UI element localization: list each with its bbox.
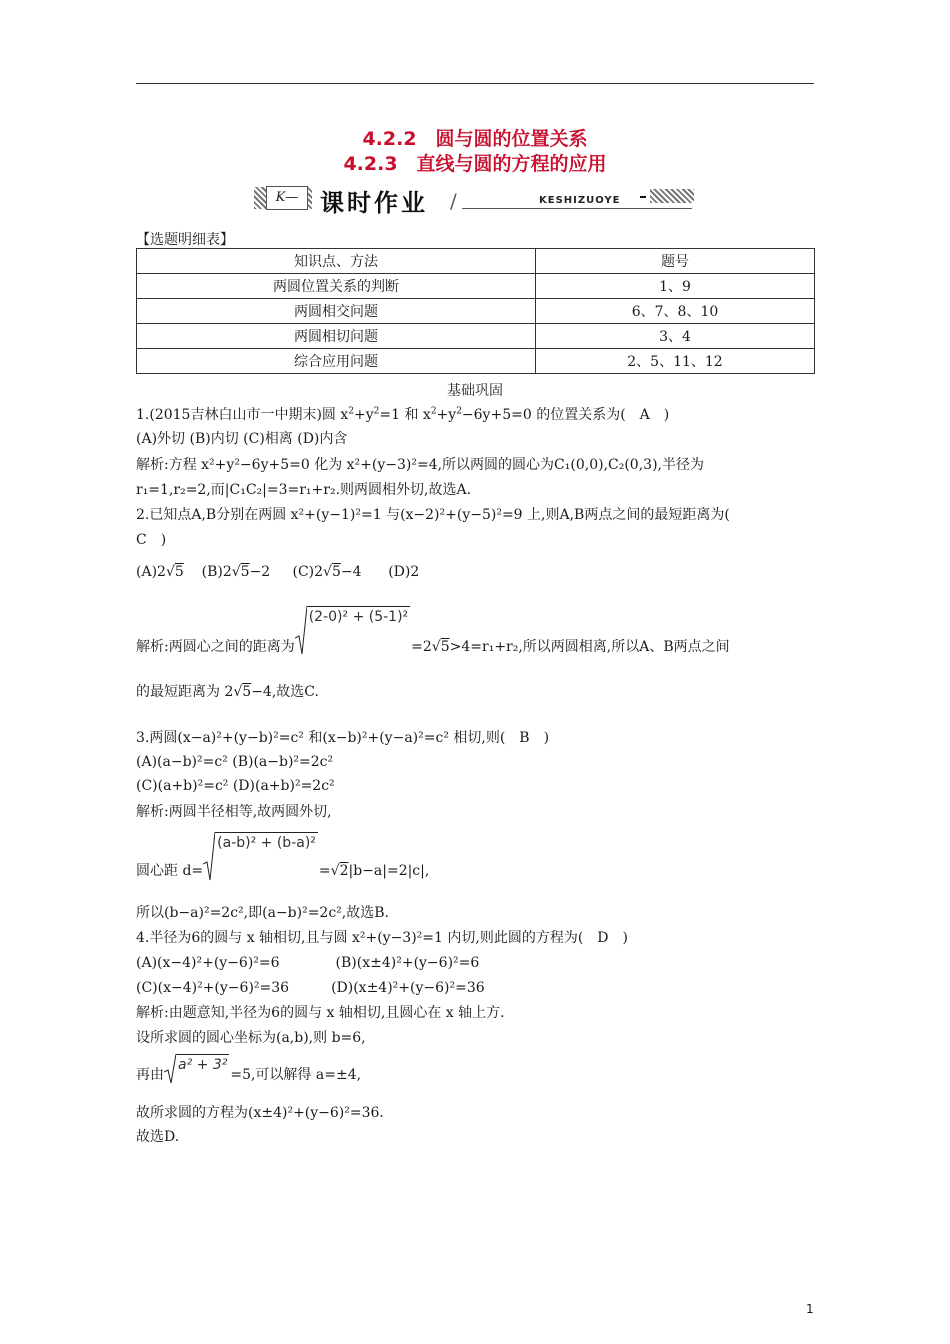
- q4-stem: 4.半径为6的圆与 x 轴相切,且与圆 x²+(y−3)²=1 内切,则此圆的方程为( D ): [136, 930, 628, 946]
- q2-stem-2: C ): [136, 532, 167, 548]
- question-detail-table: [136, 248, 815, 374]
- table-cell: 3、4: [536, 324, 815, 349]
- q2-options: (A)2√5 (B)2√5−2 (C)2√5−4 (D)2: [136, 564, 420, 580]
- table-header-row: [137, 249, 815, 274]
- q3-solution-2: 圆心距 d= (a-b)² + (b-a)²=√2|b−a|=2|c|,: [136, 832, 429, 852]
- q4-solution-2: 设所求圆的圆心坐标为(a,b),则 b=6,: [136, 1030, 366, 1046]
- q3-solution-1: 解析:两圆半径相等,故两圆外切,: [136, 804, 332, 820]
- k-logo-icon: K—: [266, 186, 308, 210]
- q4-solution-1: 解析:由题意知,半径为6的圆与 x 轴相切,且圆心在 x 轴上方.: [136, 1005, 505, 1021]
- page-number: 1: [806, 1302, 814, 1316]
- q3-solution-3: 所以(b−a)²=2c²,即(a−b)²=2c²,故选B.: [136, 905, 389, 921]
- table-cell: 6、7、8、10: [536, 299, 815, 324]
- banner-sub-text: KESHIZUOYE: [539, 195, 621, 206]
- sqrt5: √5: [165, 564, 184, 580]
- banner-main-text: 课时作业: [320, 189, 428, 217]
- banner-hatch-right: [650, 189, 694, 203]
- q2-solution-1: 解析:两圆心之间的距离为 (2-0)² + (5-1)²=2√5>4=r₁+r₂,所以两圆相离,所以A、B两点之间: [136, 606, 730, 626]
- q4-options-1: (A)(x−4)²+(y−6)²=6 (B)(x±4)²+(y−6)²=6: [136, 955, 480, 971]
- table-cell: 2、5、11、12: [536, 349, 815, 374]
- title-line-2: 4.2.3 直线与圆的方程的应用: [343, 153, 607, 175]
- q1-options: (A)外切 (B)内切 (C)相离 (D)内含: [136, 431, 348, 447]
- header-rule: [136, 83, 814, 84]
- q1-solution-1: 解析:方程 x²+y²−6y+5=0 化为 x²+(y−3)²=4,所以两圆的圆心为C₁(0,0),C₂(0,3),半径为: [136, 457, 704, 473]
- title-line-1: 4.2.2 圆与圆的位置关系: [362, 128, 588, 150]
- table-cell: 两圆相交问题: [137, 299, 536, 324]
- q1-solution-2: r₁=1,r₂=2,而|C₁C₂|=3=r₁+r₂.则两圆相外切,故选A.: [136, 482, 472, 498]
- banner-rule: [462, 208, 692, 209]
- q4-options-2: (C)(x−4)²+(y−6)²=36 (D)(x±4)²+(y−6)²=36: [136, 980, 485, 996]
- q3-stem: 3.两圆(x−a)²+(y−b)²=c² 和(x−b)²+(y−a)²=c² 相切,则( B ): [136, 730, 550, 746]
- table-row: [137, 324, 815, 349]
- q4-solution-4: 故所求圆的方程为(x±4)²+(y−6)²=36.: [136, 1105, 384, 1121]
- q2-stem-1: 2.已知点A,B分别在两圆 x²+(y−1)²=1 与(x−2)²+(y−5)²=9 上,则A,B两点之间的最短距离为(: [136, 507, 730, 523]
- table-row: [137, 299, 815, 324]
- radical-expression: (a-b)² + (b-a)²: [203, 832, 318, 852]
- table-cell: 两圆位置关系的判断: [137, 274, 536, 299]
- q3-options-2: (C)(a+b)²=c² (D)(a+b)²=2c²: [136, 778, 335, 794]
- section-title: 基础巩固: [447, 383, 503, 399]
- banner-slash: /: [450, 189, 457, 213]
- q3-options-1: (A)(a−b)²=c² (B)(a−b)²=2c²: [136, 754, 334, 770]
- banner-dot: [640, 196, 646, 198]
- table-cell: 1、9: [536, 274, 815, 299]
- radical-expression: (2-0)² + (5-1)²: [295, 606, 410, 626]
- table-cell: 综合应用问题: [137, 349, 536, 374]
- table-heading: 【选题明细表】: [136, 232, 234, 248]
- table-row: [137, 274, 815, 299]
- table-header-cell: 知识点、方法: [137, 249, 536, 274]
- q4-solution-5: 故选D.: [136, 1129, 180, 1145]
- q2-solution-2: 的最短距离为 2√5−4,故选C.: [136, 684, 319, 700]
- q1-stem: 1.(2015吉林白山市一中期末)圆 $x^2+y^2=1$ 和 $x^2+y^2-6y+5=0$ 的位置关系为( A ): [136, 406, 670, 423]
- radical-expression: a² + 3²: [164, 1054, 229, 1074]
- homework-banner: [254, 183, 696, 217]
- table-cell: 两圆相切问题: [137, 324, 536, 349]
- q4-solution-3: 再由 a² + 3²=5,可以解得 a=±4,: [136, 1054, 361, 1074]
- table-header-cell: 题号: [536, 249, 815, 274]
- table-row: [137, 349, 815, 374]
